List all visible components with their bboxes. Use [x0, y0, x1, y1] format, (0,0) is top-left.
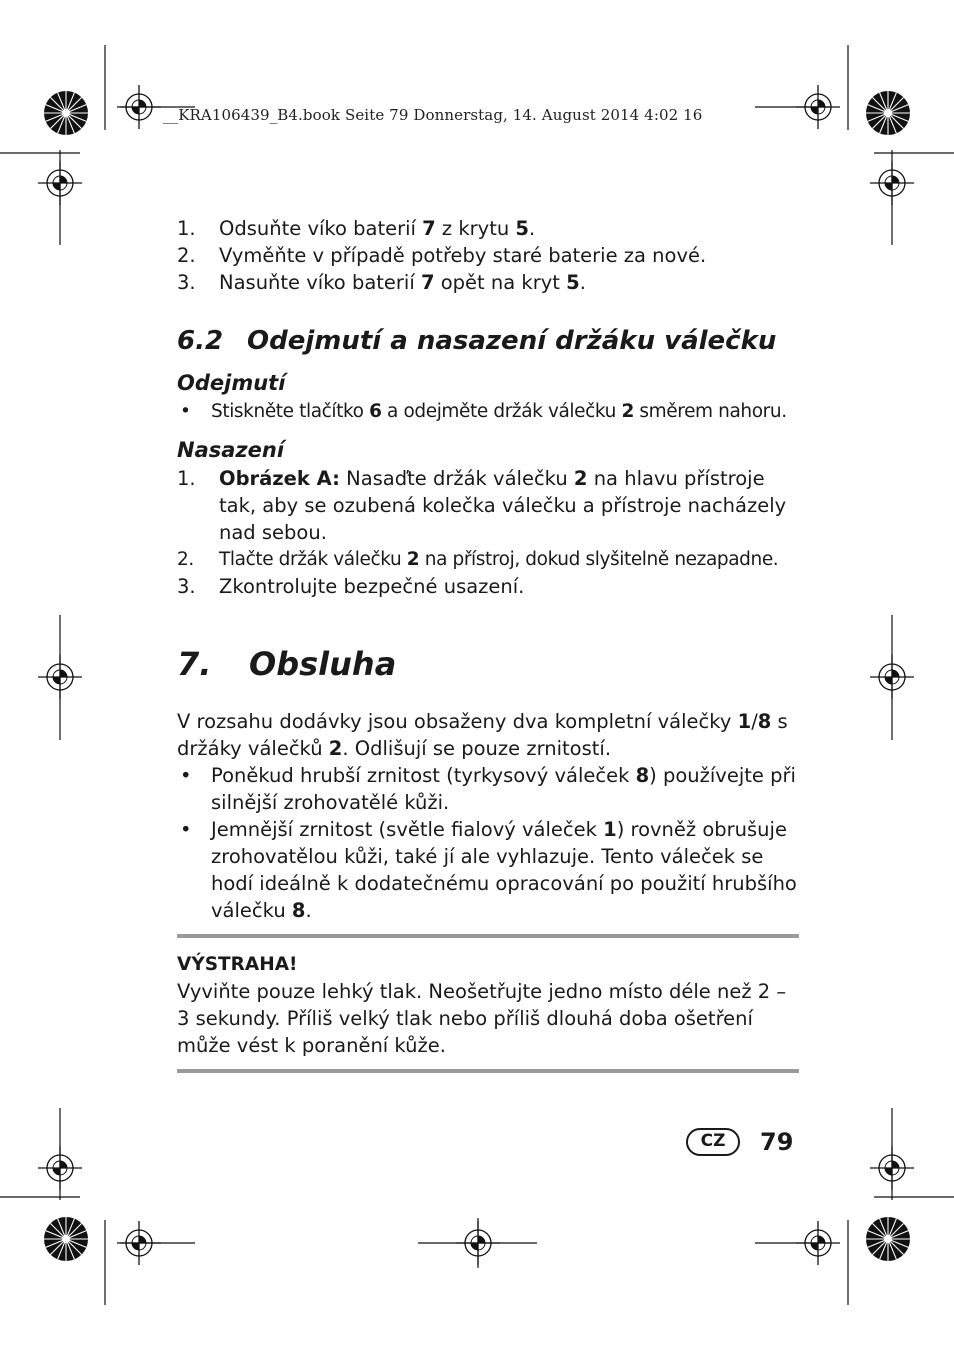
warning-text: Vyviňte pouze lehký tlak. Neošetřujte jedno místo déle než 2 – 3 sekundy. Příliš velký tlak nebo příliš dlouhá doba ošetření může vést k poranění kůže. [177, 980, 787, 1057]
list-item: • Jemnější zrnitost (světle fialový váleček 1) rovněž obrušuje zrohovatělou kůži, také jí ale vyhlazuje. Tento váleček se hodí ideálně k dodatečnému opracování po použití hrubšího válečku 8. [180, 818, 797, 922]
list-item: • Poněkud hrubší zrnitost (tyrkysový váleček 8) používejte při silnější zrohovatělé kůži. [180, 764, 796, 814]
intro-paragraph: V rozsahu dodávky jsou obsaženy dva kompletní válečky 1/8 s držáky válečků 2. Odlišují se pouze zrnitostí. [177, 710, 788, 760]
list-item: 2. Vyměňte v případě potřeby staré baterie za nové. [177, 244, 707, 267]
page-number: 79 [760, 1128, 794, 1156]
country-badge: CZ [686, 1128, 740, 1156]
section-heading-6-2: 6.2 Odejmutí a nasazení držáku válečku [177, 326, 777, 356]
list-item: 2. Tlačte držák válečku 2 na přístroj, dokud slyšitelně nezapadne. [177, 549, 779, 570]
warning-box [177, 938, 799, 1069]
page-footer [686, 1126, 800, 1160]
warning-title: VÝSTRAHA! [177, 954, 298, 975]
battery-steps [177, 215, 799, 296]
attaching-steps [177, 465, 799, 600]
subheading-removal: Odejmutí [177, 371, 286, 395]
list-item: 3. Nasuňte víko baterií 7 opět na kryt 5. [177, 271, 586, 294]
subheading-attaching: Nasazení [177, 438, 285, 462]
grit-bullets [177, 762, 799, 924]
section-heading-7: 7. Obsluha [177, 645, 397, 683]
list-item: 1. Odsuňte víko baterií 7 z krytu 5. [177, 217, 536, 240]
file-info-header: __KRA106439_B4.book Seite 79 Donnerstag, 14. August 2014 4:02 16 [163, 106, 703, 124]
page-content [177, 215, 799, 1073]
warning-rule-bottom [177, 1069, 799, 1073]
list-item: 3. Zkontrolujte bezpečné usazení. [177, 575, 525, 598]
list-item: 1. Obrázek A: Nasaďte držák válečku 2 na hlavu přístroje tak, aby se ozubená kolečka válečku a přístroje nacházely nad sebou. [177, 467, 787, 544]
removal-bullets [177, 398, 799, 425]
list-item: • Stiskněte tlačítko 6 a odejměte držák válečku 2 směrem nahoru. [180, 401, 787, 422]
